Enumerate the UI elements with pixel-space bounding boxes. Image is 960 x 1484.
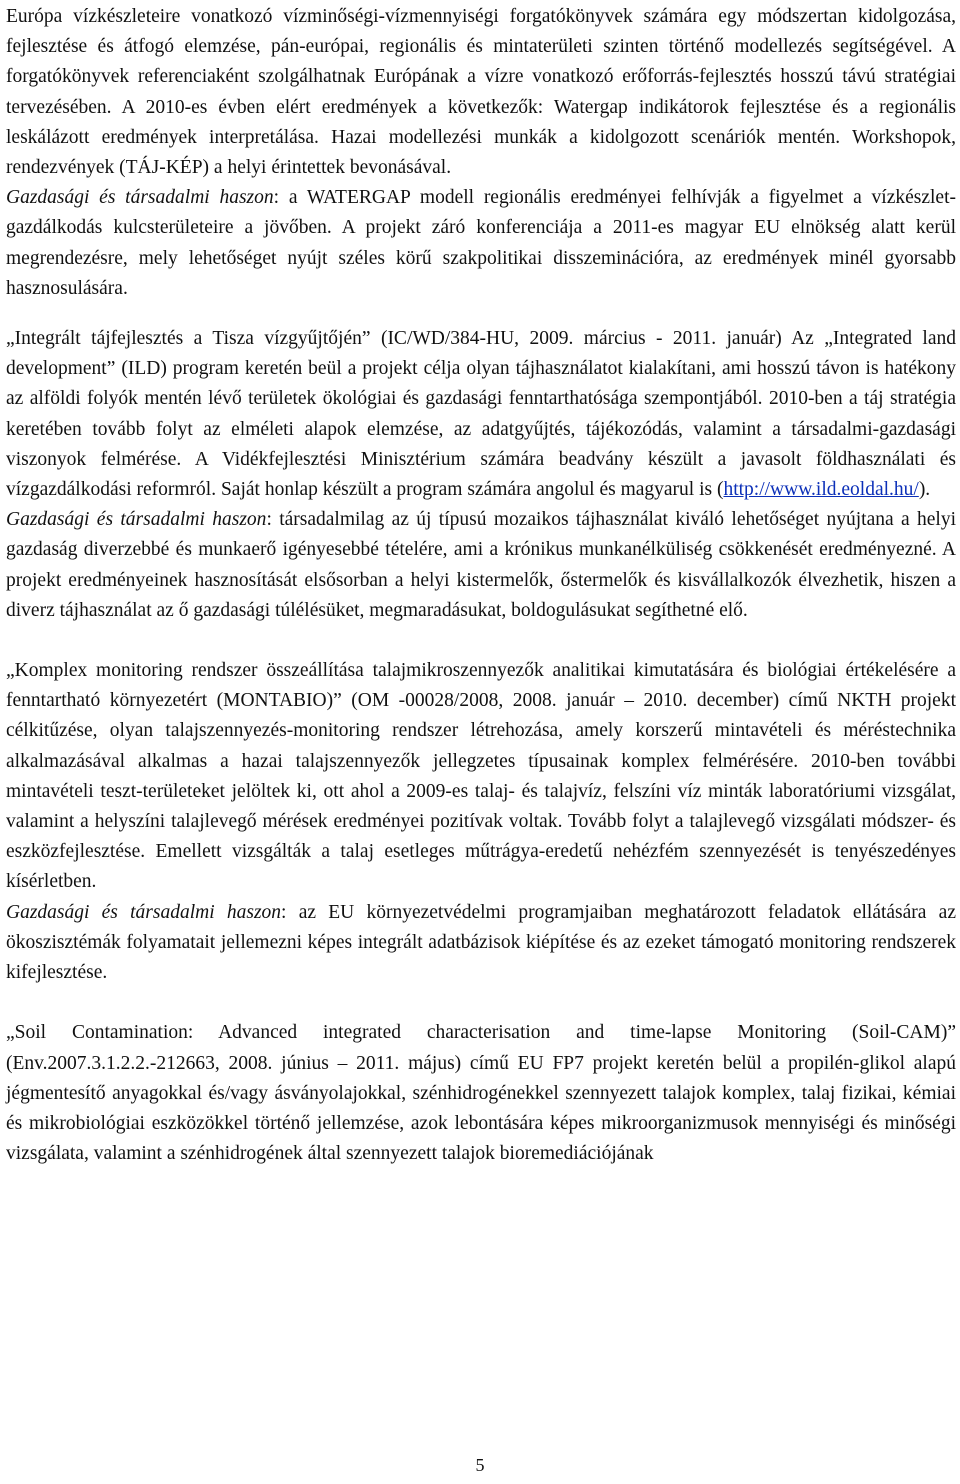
paragraph-watergap-benefit: Gazdasági és társadalmi haszon: a WATERGAP modell regionális eredményei felhívják a figyelmet a vízkészlet-gazdálkodás kulcsterületeire a jövőben. A projekt záró konferenciája a 2011-es magyar EU elnökség alatt kerül megrendezésre, mely lehetőséget nyújt széles körű szakpolitikai disszeminációra, az eredmények minél gyorsabb hasznosulására.	[6, 187, 956, 299]
benefit-label: Gazdasági és társadalmi haszon	[6, 509, 267, 531]
paragraph-ild-benefit: Gazdasági és társadalmi haszon: társadalmilag az új típusú mozaikos tájhasználat kiváló lehetőséget nyújtana a helyi gazdaság diverzebbé és munkaerő igényesebbé tételére, ami a krónikus munkanélküliség csökkenését eredményezné. A projekt eredményeinek hasznosítását elsősorban a helyi kistermelők, őstermelők és kisvállalkozók élvezhetik, hiszen a diverz tájhasználat az ő gazdasági túlélésüket, megmaradásukat, boldogulásukat segíthetné elő.	[6, 509, 956, 621]
paragraph-montabio-project: „Komplex monitoring rendszer összeállítása talajmikroszennyezők analitikai kimutatására és biológiai értékelésére a fenntartható környezetért (MONTABIO)” (OM -00028/2008, 2008. január – 2010. december) című NKTH projekt célkitűzése, olyan talajszennyezés-monitoring rendszer létrehozása, amely korszerű mintavételi és méréstechnika alkalmazásával alkalmas a hazai talajszennyezők jellegzetes típusainak komplex felmérésére. 2010-ben további mintavételi teszt-területeket jelöltek ki, ott ahol a 2009-es talaj- és talajvíz, felszíni víz minták laboratóriumi vizsgálat, valamint a helyszíni talajlevegő mérések eredményei pozitívak voltak. Tovább folyt a talajlevegő vizsgálati módszer- és eszközfejlesztése. Emellett vizsgálták a talaj esetleges műtrágya-eredetű nehézfém szennyezését is tenyészedényes kísérletben.	[6, 660, 956, 893]
paragraph-montabio-benefit: Gazdasági és társadalmi haszon: az EU környezetvédelmi programjaiban meghatározott feladatok ellátására az ökoszisztémák folyamatait jellemezni képes integrált adatbázisok kiépítése és az ezeket támogató monitoring rendszerek kifejlesztése.	[6, 901, 956, 984]
paragraph-soilcam-project: „Soil Contamination: Advanced integrated characterisation and time-lapse Monitoring (Soil-CAM)” (Env.2007.3.1.2.2.-212663, 2008. június – 2011. május) című EU FP7 projekt keretén belül a propilén-glikol alapú jégmentesítő anyagokkal és/vagy ásványolajokkal, szénhidrogénekkel szennyezett talajok komplex, talaj fizikai, kémiai és mikrobiológiai eszközökkel történő jellemzése, azok lebontására képes mikroorganizmusok mennyiségi és minőségi vizsgálata, valamint a szénhidrogének által szennyezett talajok bioremediációjának	[6, 1022, 956, 1165]
benefit-label: Gazdasági és társadalmi haszon	[6, 187, 274, 209]
paragraph-ild-project: „Integrált tájfejlesztés a Tisza vízgyűjtőjén” (IC/WD/384-HU, 2009. március - 2011. január) Az „Integrated land development” (ILD) program keretén beül a projekt célja olyan tájhasználatot kialakítani, ami hosszú távon is hatékony az alföldi folyók mentén lévő területek ökológiai és gazdasági fenntarthatósága szempontjából. 2010-ben a táj stratégia keretében tovább folyt az elméleti alapok elemzése, az adatgyűjtés, tájékozódás, valamint a társadalmi-gazdasági viszonyok felmérése. A Vidékfejlesztési Minisztérium számára beadvány készült a javasolt földhasználati és vízgazdálkodási reformról. Saját honlap készült a program számára angolul és magyarul is (http://www.ild.eoldal.hu/).	[6, 328, 956, 501]
ild-website-link[interactable]: http://www.ild.eoldal.hu/	[723, 479, 919, 501]
document-body	[6, 2, 956, 1169]
page-number: 5	[475, 1455, 485, 1475]
benefit-label: Gazdasági és társadalmi haszon	[6, 901, 282, 923]
paragraph-watergap-intro: Európa vízkészleteire vonatkozó vízminőségi-vízmennyiségi forgatókönyvek számára egy módszertan kidolgozása, fejlesztése és átfogó elemzése, pán-európai, regionális és mintaterületi szinten történő modellezés segítségével. A forgatókönyvek referenciaként szolgálhatnak Európának a vízre vonatkozó erőforrás-fejlesztés hosszú távú stratégiai tervezésében. A 2010-es évben elért eredmények a következők: Watergap indikátorok fejlesztése és a regionális leskálázott eredmények interpretálása. Hazai modellezési munkák a kidolgozott scenáriók mentén. Workshopok, rendezvények (TÁJ-KÉP) a helyi érintettek bevonásával.	[6, 6, 956, 179]
